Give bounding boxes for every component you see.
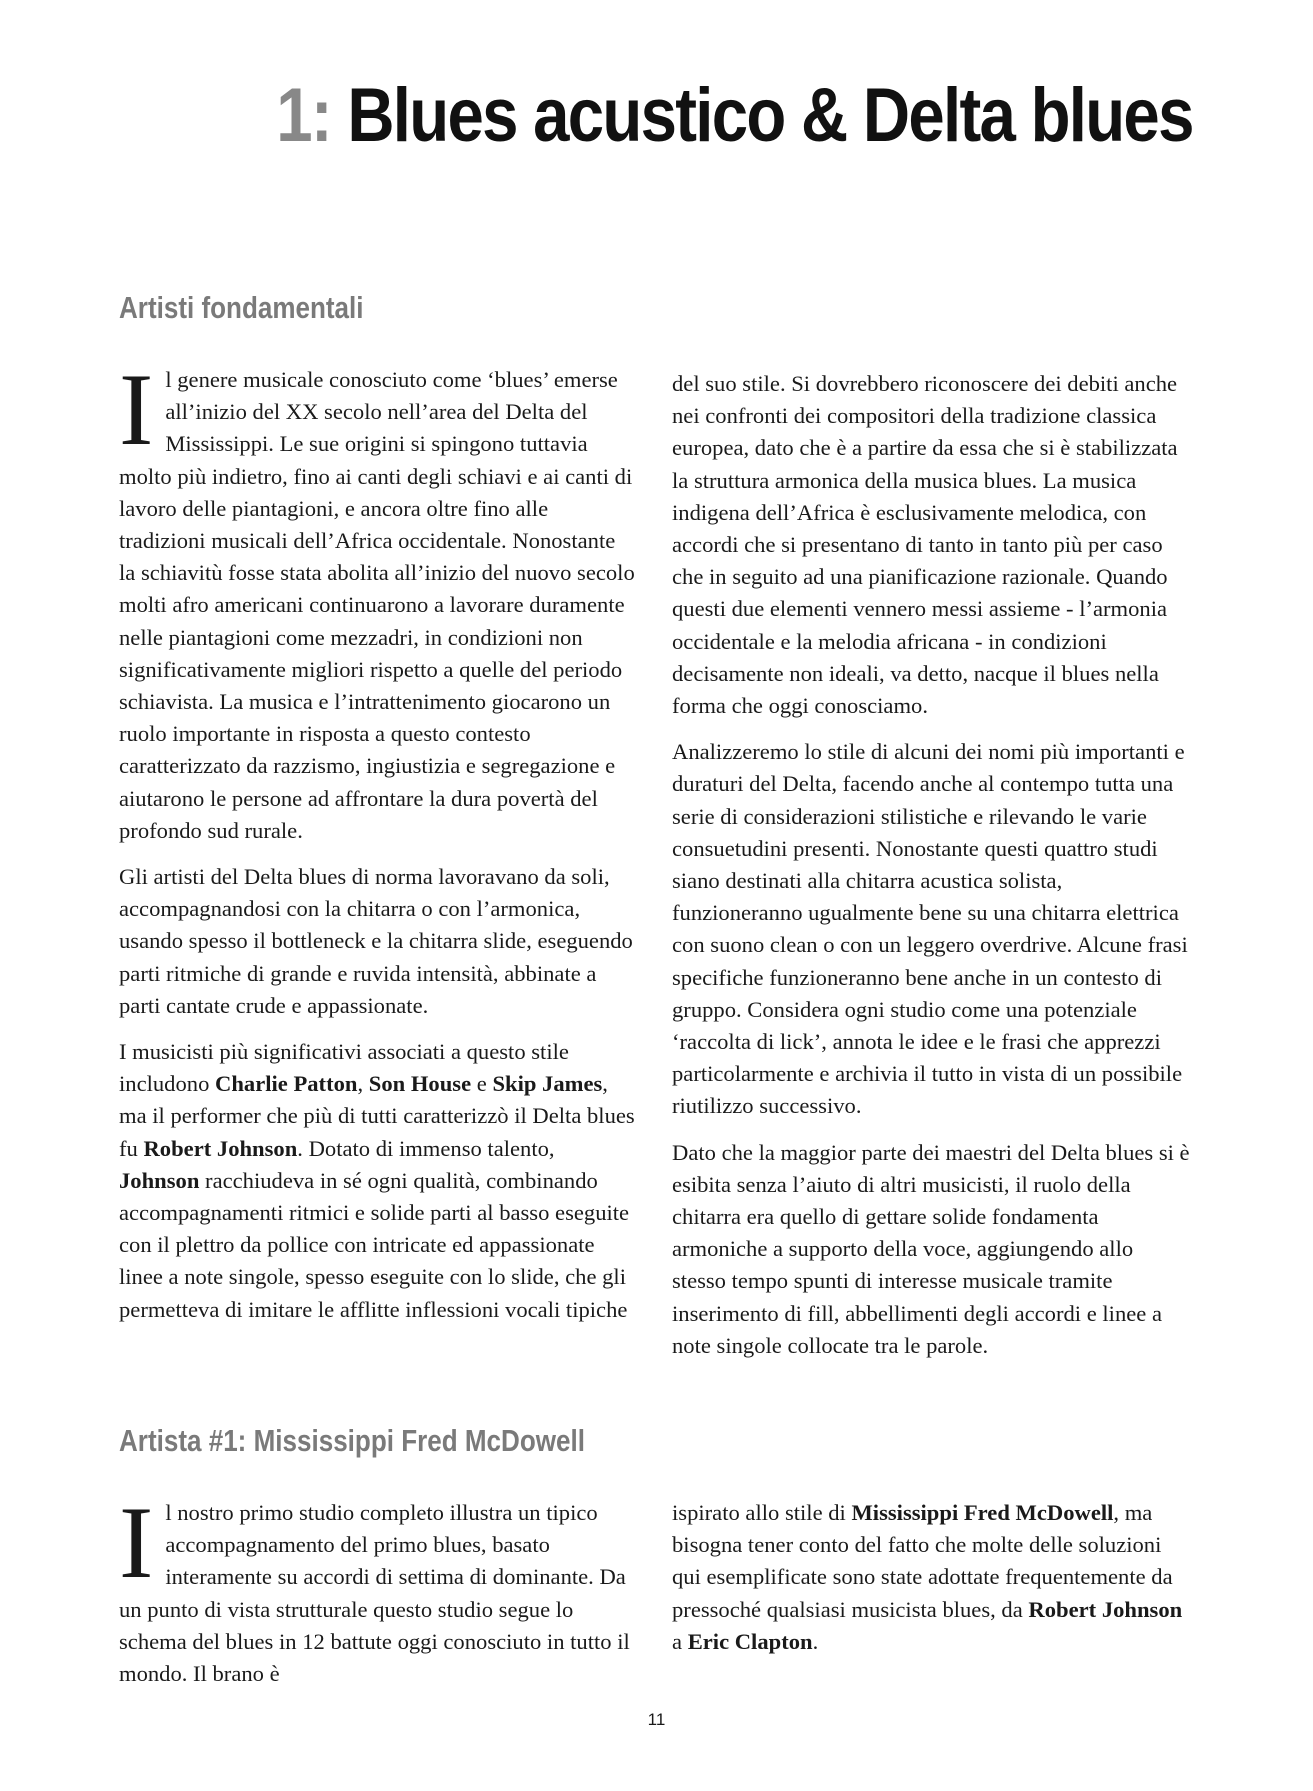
artist-name: Mississippi Fred McDowell — [851, 1500, 1114, 1525]
text-run: , ma il performer che più di tutti caratterizzò il Delta blues fu — [119, 1071, 635, 1161]
paragraph — [119, 1036, 637, 1326]
paragraph: del suo stile. Si dovrebbero riconoscere dei debiti anche nei confronti dei compositori della tradizione classica europea, dato che è a partire da essa che si è stabilizzata la struttura armonica della musica blues. La musica indigena dell’Africa è esclusivamente melodica, con accordi che si presentano di tanto in tanto più per caso che in seguito ad una pianificazione razionale. Quando questi due elementi vennero messi assieme - l’armonia occidentale e la melodia africana - in condizioni decisamente non ideali, va detto, nacque il blues nella forma che oggi conosciamo. — [672, 371, 1178, 719]
artist-name: Johnson — [119, 1167, 200, 1193]
section2-column-right — [672, 1497, 1190, 1672]
artist-name: Robert Johnson — [143, 1135, 298, 1161]
section-heading-artista-1: Artista #1: Mississippi Fred McDowell — [119, 1423, 585, 1458]
text-run: , — [357, 1071, 369, 1097]
artist-name: Eric Clapton — [687, 1628, 813, 1654]
text-run: e — [471, 1071, 493, 1097]
section-heading-artisti-fondamentali: Artisti fondamentali — [119, 290, 364, 325]
artist-name: Charlie Patton — [215, 1071, 358, 1097]
text-run: . Dotato di immenso talento, — [297, 1135, 555, 1161]
drop-cap: I — [119, 353, 154, 467]
paragraph: Dato che la maggior parte dei maestri del Delta blues si è esibita senza l’aiuto di altri musicisti, il ruolo della chitarra era quello di gettare solide fondamenta armoniche a supporto della voce, aggiungendo allo stesso tempo spunti di interesse musicale tramite inserimento di fill, abbellimenti degli accordi e linee a note singole collocate tra le parole. — [672, 1139, 1190, 1358]
text-run: ispirato allo stile di — [672, 1500, 852, 1525]
paragraph — [119, 353, 637, 847]
section1-column-right — [672, 368, 1190, 1376]
paragraph — [672, 1497, 1190, 1658]
text-run: a — [672, 1628, 688, 1654]
text-run: racchiudeva in sé ogni qualità, combinando accompagnamenti ritmici e solide parti al basso eseguite con il plettro da pollice con intricate ed appassionate linee a note singole, spesso eseguite con lo slide, che gli permetteva di imitare le afflitte inflessioni vocali tipiche — [119, 1167, 630, 1322]
paragraph: Gli artisti del Delta blues di norma lavoravano da soli, accompagnandosi con la chitarra o con l’armonica, usando spesso il bottleneck e la chitarra slide, eseguendo parti ritmiche di grande e ruvida intensità, abbinate a parti cantate crude e appassionate. — [119, 864, 633, 1018]
text-run: I musicisti più significativi associati a questo stile includono — [119, 1039, 569, 1097]
section1-column-left — [119, 353, 637, 1340]
chapter-title-text: Blues acustico & Delta blues — [347, 73, 1193, 158]
paragraph — [119, 1486, 637, 1690]
page-number: 11 — [647, 1710, 666, 1729]
chapter-title — [276, 73, 1193, 158]
artist-name: Robert Johnson — [1028, 1596, 1183, 1622]
artist-name: Son House — [368, 1071, 472, 1097]
text-run: , ma bisogna tener conto del fatto che molte delle soluzioni qui esemplificate sono state adottate frequentemente da pressoché qualsiasi musicista blues, da — [672, 1500, 1173, 1622]
section2-column-left — [119, 1486, 637, 1704]
artist-name: Skip James — [492, 1071, 603, 1097]
text-run: . — [812, 1628, 819, 1654]
drop-cap: I — [119, 1486, 154, 1600]
paragraph-text: l genere musicale conosciuto come ‘blues’ emerse all’inizio del XX secolo nell’area del Delta del Mississippi. Le sue origini si spingono tuttavia molto più indietro, fino ai canti degli schiavi e ai canti di lavoro delle piantagioni, e ancora oltre fino alle tradizioni musicali dell’Africa occidentale. Nonostante la schiavitù fosse stata abolita all’inizio del nuovo secolo molti afro americani continuarono a lavorare duramente nelle piantagioni come mezzadri, in condizioni non significativamente migliori rispetto a quelle del periodo schiavista. La musica e l’intrattenimento giocarono un ruolo importante in risposta a questo contesto caratterizzato da razzismo, ingiustizia e segregazione e aiutarono le persone ad affrontare la dura povertà del profondo sud rurale. — [119, 367, 635, 843]
paragraph: Analizzeremo lo stile di alcuni dei nomi più importanti e duraturi del Delta, facendo anche al contempo tutta una serie di considerazioni stilistiche e rilevando le varie consuetudini presenti. Nonostante questi quattro studi siano destinati alla chitarra acustica solista, funzioneranno ugualmente bene su una chitarra elettrica con suono clean o con un leggero overdrive. Alcune frasi specifiche funzioneranno bene anche in un contesto di gruppo. Considera ogni studio come una potenziale ‘raccolta di lick’, annota le idee e le frasi che apprezzi particolarmente e archivia il tutto in vista di un possibile riutilizzo successivo. — [672, 739, 1188, 1119]
chapter-number: 1: — [276, 73, 332, 158]
paragraph-text: l nostro primo studio completo illustra un tipico accompagnamento del primo blues, basato interamente su accordi di settima di dominante. Da un punto di vista strutturale questo studio segue lo schema del blues in 12 battute oggi conosciuto in tutto il mondo. Il brano è — [119, 1500, 630, 1687]
